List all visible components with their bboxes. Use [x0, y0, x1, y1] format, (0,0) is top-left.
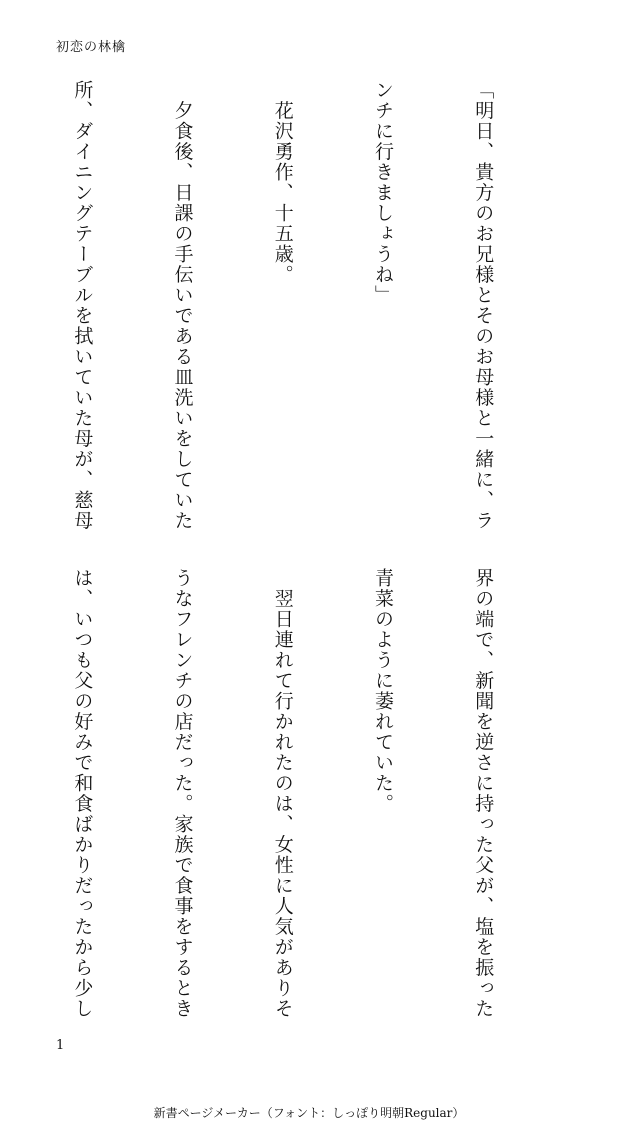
page-number: 1 — [56, 1038, 65, 1053]
book-title: 初恋の林檎 — [56, 40, 127, 55]
text-line: 青菜のように萎れていた。 — [371, 568, 394, 814]
text-line: 界の端で、新聞を逆さに持った父が、塩を振った — [472, 568, 495, 1019]
text-line: 花沢勇作、十五歳。 — [271, 80, 294, 285]
text-line: 翌日連れて行かれたのは、女性に人気がありそ — [271, 568, 294, 1019]
footer-credit: 新書ページメーカー（フォント：しっぽり明朝Regular） — [153, 1106, 465, 1120]
text-line: 夕食後、日課の手伝いである皿洗いをしていた — [171, 80, 194, 531]
text-line: は、いつも父の好みで和食ばかりだったから少し — [71, 568, 94, 1019]
text-line: ンチに行きましょうね」 — [371, 80, 394, 306]
text-line: うなフレンチの店だった。家族で食事をするとき — [171, 568, 194, 1019]
text-block-top — [0, 80, 566, 531]
text-block-bottom — [0, 568, 566, 1019]
text-line: 「明日、貴方のお兄様とそのお母様と一緒に、ラ — [472, 80, 495, 531]
text-line: 所、ダイニングテーブルを拭いていた母が、慈母 — [71, 80, 94, 531]
